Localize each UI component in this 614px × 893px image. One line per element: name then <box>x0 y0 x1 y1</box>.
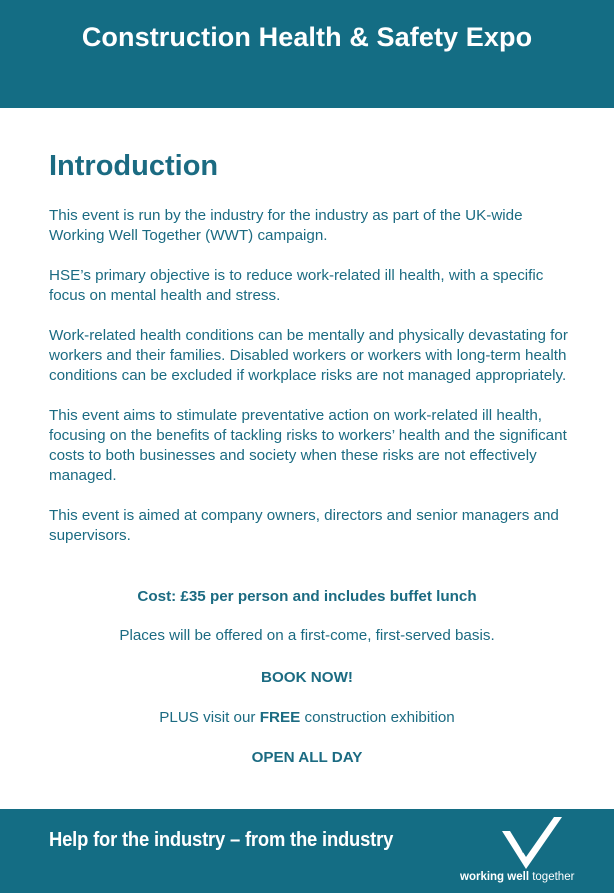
footer-tagline: Help for the industry – from the industry <box>49 829 394 851</box>
logo-wordmark <box>460 871 590 883</box>
exhibition-suffix: construction exhibition <box>304 709 455 726</box>
paragraph-health-conditions: Work-related health conditions can be mentally and physically devastating for workers and their families. Disabled workers or workers with long-term health conditions can be excluded if workplace risks are not managed appropriately. <box>49 327 568 384</box>
wwt-logo <box>460 815 590 891</box>
book-now-link[interactable]: BOOK NOW! <box>261 669 353 686</box>
check-mark-icon <box>502 817 562 869</box>
paragraph-hse-objective: HSE’s primary objective is to reduce work-related ill health, with a specific focus on mental health and stress. <box>49 267 544 304</box>
open-all-day-line: OPEN ALL DAY <box>251 749 363 766</box>
logo-text-strong: working well <box>460 871 530 883</box>
paragraph-audience: This event is aimed at company owners, directors and senior managers and supervisors. <box>49 507 559 544</box>
places-line: Places will be offered on a first-come, first-served basis. <box>119 627 495 644</box>
introduction-section <box>49 148 569 566</box>
cost-line: Cost: £35 per person and includes buffet lunch <box>137 588 477 605</box>
exhibition-prefix: PLUS visit our <box>159 709 256 726</box>
logo-text-light: together <box>532 871 575 883</box>
paragraph-event-aims: This event aims to stimulate preventative action on work-related ill health, focusing on the benefits of tackling risks to workers’ health and the significant costs to both businesses and society when these risks are not effectively managed. <box>49 407 567 484</box>
paragraph-event-overview: This event is run by the industry for the industry as part of the UK-wide Working Well Together (WWT) campaign. <box>49 207 523 244</box>
section-heading: Introduction <box>49 150 219 182</box>
header-banner <box>0 0 614 108</box>
exhibition-line <box>0 709 614 726</box>
free-label: FREE <box>259 709 301 726</box>
footer-banner <box>0 809 614 893</box>
page-title: Construction Health & Safety Expo <box>81 22 533 52</box>
